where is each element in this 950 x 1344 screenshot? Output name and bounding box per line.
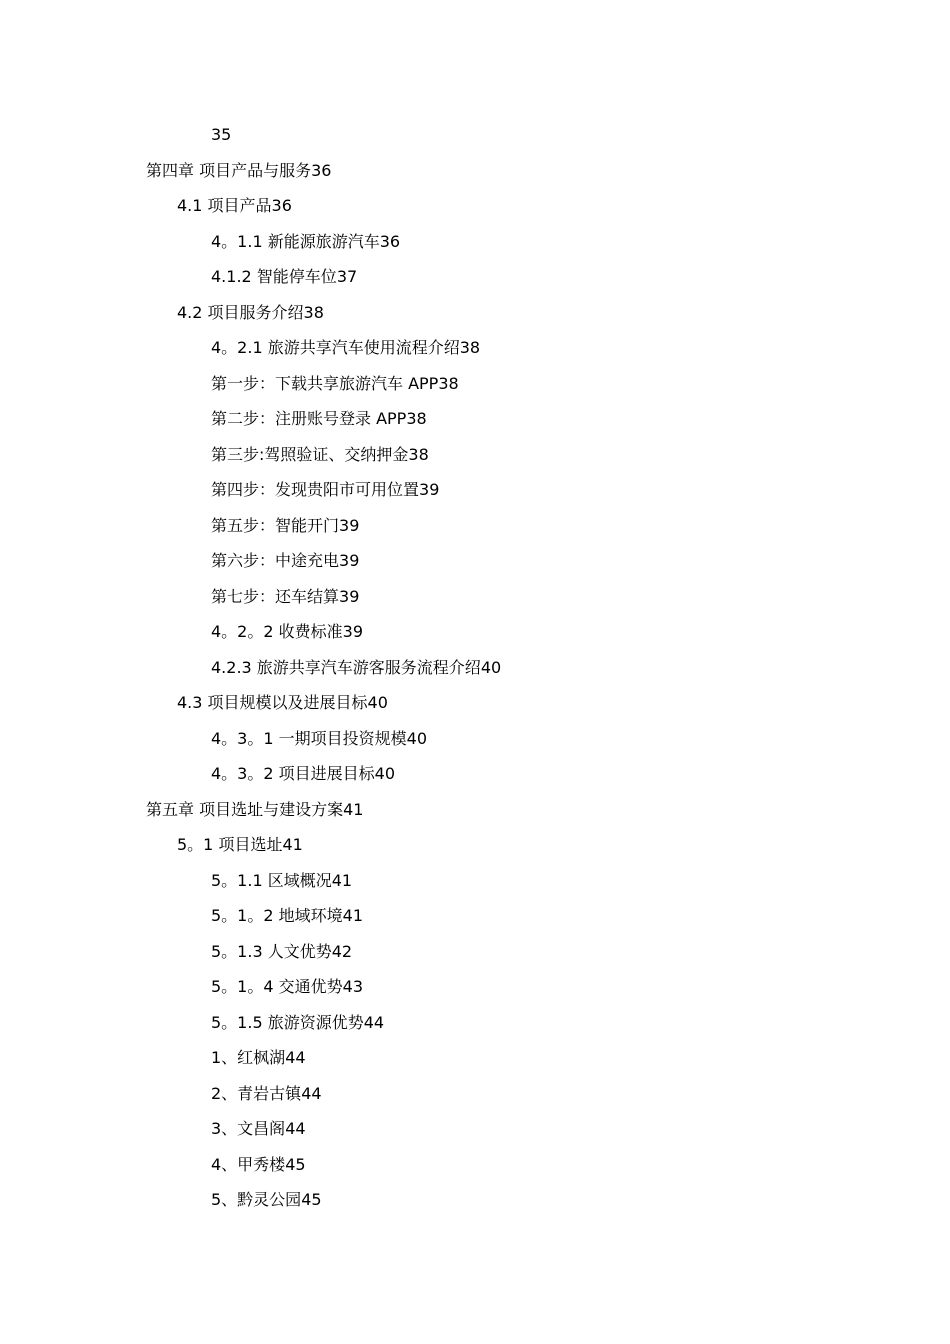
toc-entry-subsection[interactable] bbox=[0, 614, 950, 650]
toc-entry-chapter[interactable] bbox=[0, 153, 950, 189]
toc-entry-section[interactable] bbox=[0, 827, 950, 863]
toc-entry-subsection[interactable] bbox=[0, 650, 950, 686]
toc-entry-subsection[interactable] bbox=[0, 1005, 950, 1041]
toc-entry-title: 第六步：中途充电 bbox=[211, 551, 340, 570]
toc-entry-page: 35 bbox=[211, 125, 232, 144]
toc-entry-page: 38 bbox=[438, 373, 459, 393]
toc-entry-title: 第五章 项目选址与建设方案 bbox=[146, 799, 344, 819]
toc-entry-page: 40 bbox=[406, 728, 427, 748]
toc-entry-title: 4.3 项目规模以及进展目标 bbox=[177, 693, 368, 712]
toc-entry-item[interactable] bbox=[0, 1147, 950, 1183]
toc-entry-page: 38 bbox=[408, 444, 429, 464]
toc-entry-page: 38 bbox=[459, 338, 481, 357]
toc-entry-title: 第一步：下载共享旅游汽车 APP bbox=[211, 373, 439, 393]
toc-entry-page: 41 bbox=[343, 799, 364, 819]
toc-entry-subsection[interactable] bbox=[0, 259, 950, 295]
toc-entry-page: 38 bbox=[406, 409, 427, 428]
toc-entry-page: 40 bbox=[374, 764, 395, 783]
toc-entry-section[interactable] bbox=[0, 295, 950, 331]
toc-entry-title: 第七步：还车结算 bbox=[211, 586, 340, 606]
toc-entry-page: 38 bbox=[303, 302, 324, 322]
toc-entry-title: 5。1。4 交通优势 bbox=[211, 977, 343, 996]
toc-entry-page: 45 bbox=[285, 1154, 306, 1174]
toc-entry-section[interactable] bbox=[0, 685, 950, 721]
toc-entry-page: 39 bbox=[339, 586, 360, 606]
toc-entry-title: 5。1 项目选址 bbox=[177, 835, 283, 854]
toc-entry-page: 44 bbox=[285, 1119, 306, 1138]
toc-entry-title: 4。2。2 收费标准 bbox=[211, 622, 343, 641]
toc-entry-title: 5。1.5 旅游资源优势 bbox=[211, 1012, 364, 1032]
toc-entry-page: 42 bbox=[331, 941, 353, 961]
toc-entry-page: 36 bbox=[379, 231, 401, 251]
toc-entry-title: 5、黔灵公园 bbox=[211, 1190, 302, 1209]
toc-entry-title: 1、红枫湖 bbox=[211, 1048, 286, 1067]
toc-entry-title: 4.1.2 智能停车位 bbox=[211, 267, 337, 286]
toc-entry-title: 4、甲秀楼 bbox=[211, 1154, 286, 1174]
toc-entry-item[interactable] bbox=[0, 1182, 950, 1218]
toc-entry-title: 5。1.3 人文优势 bbox=[211, 941, 332, 961]
toc-entry-step[interactable] bbox=[0, 543, 950, 579]
toc-entry-title: 4.2 项目服务介绍 bbox=[177, 302, 304, 322]
toc-entry-chapter[interactable] bbox=[0, 792, 950, 828]
toc-entry-subsection[interactable] bbox=[0, 969, 950, 1005]
toc-entry-title: 第二步：注册账号登录 APP bbox=[211, 409, 407, 428]
toc-entry-item[interactable] bbox=[0, 1076, 950, 1112]
toc-entry-step[interactable] bbox=[0, 472, 950, 508]
toc-entry-page: 36 bbox=[311, 160, 332, 180]
toc-entry-page: 44 bbox=[285, 1048, 306, 1067]
toc-entry-title: 4。2.1 旅游共享汽车使用流程介绍 bbox=[211, 338, 460, 357]
toc-entry-title: 4。3。1 一期项目投资规模 bbox=[211, 728, 407, 748]
toc-entry-page: 39 bbox=[419, 480, 440, 499]
toc-entry-page: 44 bbox=[363, 1012, 385, 1032]
toc-entry-title: 第四章 项目产品与服务 bbox=[146, 160, 312, 180]
toc-entry-title: 第四步：发现贵阳市可用位置 bbox=[211, 480, 420, 499]
toc-entry-step[interactable] bbox=[0, 508, 950, 544]
toc-entry-page: 41 bbox=[331, 870, 353, 890]
toc-entry-title: 第五步：智能开门 bbox=[211, 515, 340, 535]
toc-entry-page: 43 bbox=[342, 977, 363, 996]
toc-entry-title: 3、文昌阁 bbox=[211, 1119, 286, 1138]
toc-entry-subsection[interactable] bbox=[0, 898, 950, 934]
toc-entry-page: 40 bbox=[367, 693, 388, 712]
toc-entry-page: 39 bbox=[339, 515, 360, 535]
toc-entry-step[interactable] bbox=[0, 366, 950, 402]
toc-entry-page: 40 bbox=[480, 657, 502, 677]
toc-entry-section[interactable] bbox=[0, 188, 950, 224]
toc-entry-subsection[interactable] bbox=[0, 721, 950, 757]
table-of-contents bbox=[0, 117, 950, 1218]
toc-entry-title: 2、青岩古镇 bbox=[211, 1083, 302, 1103]
toc-entry-page: 44 bbox=[301, 1083, 322, 1103]
toc-entry-page: 39 bbox=[339, 551, 360, 570]
toc-entry-page: 39 bbox=[342, 622, 363, 641]
toc-entry-subsection[interactable] bbox=[0, 756, 950, 792]
toc-entry-step[interactable] bbox=[0, 579, 950, 615]
toc-entry-item[interactable] bbox=[0, 1040, 950, 1076]
toc-entry-page: 37 bbox=[336, 267, 358, 286]
toc-entry-title: 第三步:驾照验证、交纳押金 bbox=[211, 444, 409, 464]
toc-entry[interactable] bbox=[0, 117, 950, 153]
toc-entry-step[interactable] bbox=[0, 401, 950, 437]
toc-entry-title: 4。3。2 项目进展目标 bbox=[211, 764, 375, 783]
toc-entry-subsection[interactable] bbox=[0, 330, 950, 366]
toc-entry-title: 5。1.1 区域概况 bbox=[211, 870, 332, 890]
toc-entry-title: 4.1 项目产品 bbox=[177, 196, 272, 215]
toc-entry-page: 36 bbox=[271, 196, 292, 215]
toc-entry-subsection[interactable] bbox=[0, 224, 950, 260]
toc-entry-title: 5。1。2 地域环境 bbox=[211, 906, 343, 925]
toc-entry-page: 41 bbox=[282, 835, 303, 854]
toc-entry-step[interactable] bbox=[0, 437, 950, 473]
toc-entry-item[interactable] bbox=[0, 1111, 950, 1147]
toc-entry-title: 4.2.3 旅游共享汽车游客服务流程介绍 bbox=[211, 657, 481, 677]
toc-entry-subsection[interactable] bbox=[0, 934, 950, 970]
toc-entry-page: 41 bbox=[342, 906, 363, 925]
toc-entry-page: 45 bbox=[301, 1190, 322, 1209]
toc-entry-title: 4。1.1 新能源旅游汽车 bbox=[211, 231, 380, 251]
toc-entry-subsection[interactable] bbox=[0, 863, 950, 899]
